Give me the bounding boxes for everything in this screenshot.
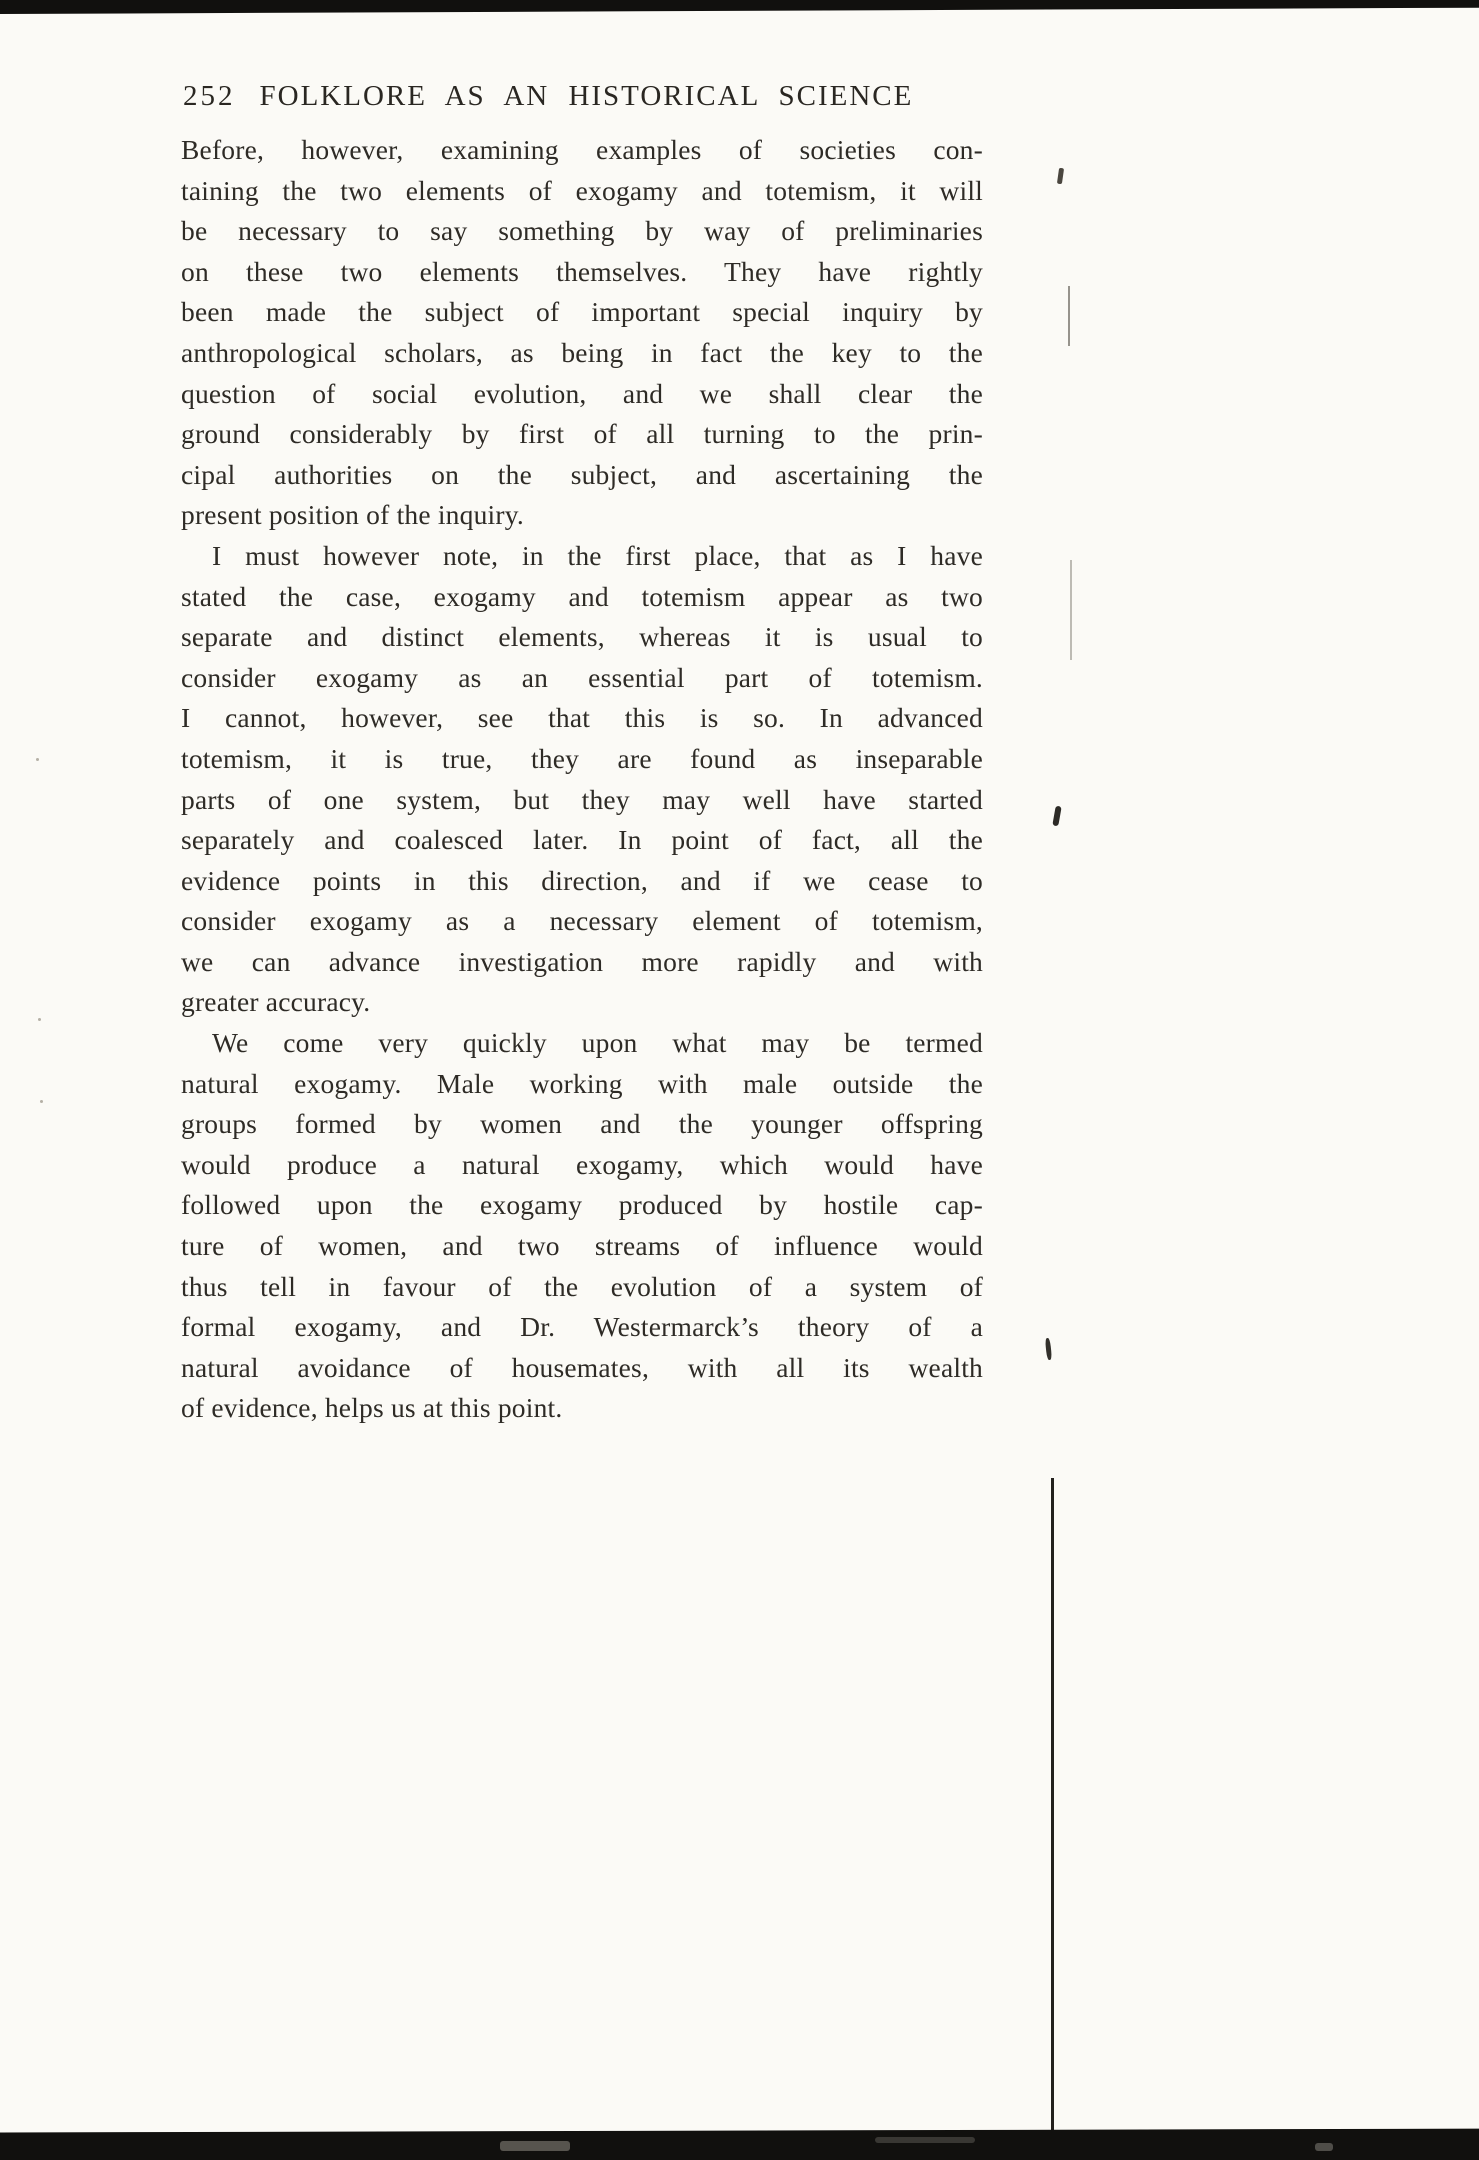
text-line: separate and distinct elements, whereas it is usual to	[181, 621, 983, 653]
text-line: groups formed by women and the younger offspring	[181, 1108, 983, 1140]
text-line: would produce a natural exogamy, which would have	[181, 1148, 983, 1180]
text-line: formal exogamy, and Dr. Westermarck’s theory of a	[181, 1311, 983, 1343]
page-header	[183, 80, 913, 113]
text-line: question of social evolution, and we shall clear the	[181, 377, 983, 409]
running-head-title: FOLKLORE AS AN HISTORICAL SCIENCE	[259, 80, 914, 112]
text-line: Before, however, examining examples of societies con-	[181, 134, 983, 165]
scan-artifact-line	[1070, 560, 1072, 660]
text-line: of evidence, helps us at this point.	[181, 1392, 563, 1424]
text-line: followed upon the exogamy produced by hostile cap-	[181, 1189, 983, 1221]
text-line: present position of the inquiry.	[181, 499, 524, 531]
text-line: consider exogamy as an essential part of totemism.	[181, 661, 983, 693]
scan-artifact-speck	[36, 758, 39, 761]
text-line: We come very quickly upon what may be termed	[212, 1027, 983, 1059]
scan-artifact-ink-mark	[1045, 1338, 1052, 1360]
text-line: natural avoidance of housemates, with all its wealth	[181, 1351, 983, 1383]
text-line: we can advance investigation more rapidly and with	[181, 945, 983, 977]
text-line: be necessary to say something by way of preliminaries	[181, 215, 983, 247]
text-line: ground considerably by first of all turning to the prin-	[181, 418, 983, 450]
scan-artifact-speck	[38, 1018, 41, 1021]
text-line: I cannot, however, see that this is so. In advanced	[181, 702, 983, 734]
text-line: natural exogamy. Male working with male outside the	[181, 1067, 983, 1099]
text-line: consider exogamy as a necessary element of totemism,	[181, 905, 983, 937]
text-line: on these two elements themselves. They have rightly	[181, 255, 983, 287]
scan-artifact-ink-mark	[1052, 806, 1061, 827]
text-line: separately and coalesced later. In point of fact, all the	[181, 824, 983, 856]
text-line: been made the subject of important special inquiry by	[181, 296, 983, 328]
scan-artifact-tick	[1057, 168, 1064, 185]
scan-artifact-smudge	[500, 2141, 570, 2151]
text-line: greater accuracy.	[181, 986, 371, 1018]
text-line: parts of one system, but they may well have started	[181, 783, 983, 815]
scan-artifact-line	[1068, 286, 1070, 346]
page-number: 252	[183, 80, 236, 112]
text-line: cipal authorities on the subject, and ascertaining the	[181, 458, 983, 490]
text-line: evidence points in this direction, and if we cease to	[181, 864, 983, 896]
text-line: I must however note, in the first place, that as I have	[212, 539, 983, 571]
text-line: stated the case, exogamy and totemism appear as two	[181, 580, 983, 612]
text-line: anthropological scholars, as being in fact the key to the	[181, 336, 983, 368]
scan-artifact-speck	[40, 1100, 43, 1103]
page-body	[181, 130, 983, 1429]
scan-artifact-smudge	[1315, 2143, 1333, 2151]
text-line: thus tell in favour of the evolution of a system of	[181, 1270, 983, 1302]
scan-artifact-page-edge-line	[1051, 1478, 1054, 2130]
scan-edge-bottom	[0, 2128, 1479, 2160]
scan-edge-top	[0, 0, 1479, 14]
text-line: totemism, it is true, they are found as inseparable	[181, 742, 983, 774]
scan-artifact-smudge	[875, 2137, 975, 2143]
text-line: taining the two elements of exogamy and totemism, it will	[181, 174, 983, 206]
text-line: ture of women, and two streams of influence would	[181, 1230, 983, 1262]
